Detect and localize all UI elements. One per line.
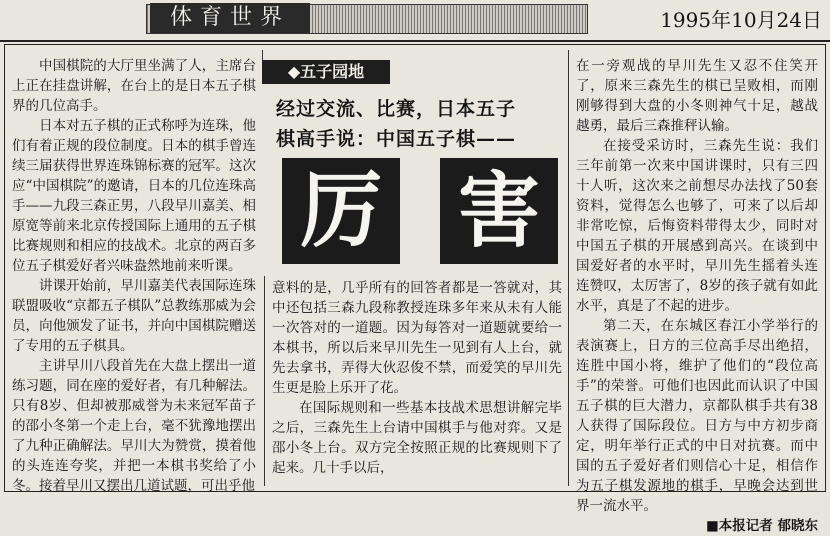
- byline: ■本报记者 郁晓东: [706, 518, 818, 534]
- article-column-1: [12, 56, 256, 494]
- paragraph: 日本对五子棋的正式称呼为连珠，他们有着正规的段位制度。日本的棋手曾连续三届获得世界连珠锦标赛的冠军。这次应“中国棋院”的邀请，日本的几位连珠高手——九段三森正男，八段早川嘉美、相原宽等前来北京传授国际上通用的五子棋比赛规则和相应的技战术。北京的两百多位五子棋爱好者兴味盎然地前来听课。: [12, 118, 256, 274]
- column-kicker: ◆五子园地: [262, 60, 390, 84]
- masthead: [0, 0, 830, 42]
- article-column-2: [272, 278, 562, 486]
- section-title: 体育世界: [150, 3, 310, 33]
- publication-date: 1995年10月24日: [660, 8, 822, 32]
- paragraph: 讲课开始前，早川嘉美代表国际连珠联盟吸收“京都五子棋队”总教练那威为会员，向他颁发了证书，并向中国棋院赠送了专用的五子棋具。: [12, 278, 256, 354]
- paragraph: 在国际规则和一些基本技战术思想讲解完毕之后，三森先生上台请中国棋手与他对弈。又是邵小冬上台。双方完全按照正规的比赛规则下了起来。几十手以后，: [272, 400, 562, 476]
- subhead-line: 经过交流、比赛，日本五子: [276, 98, 517, 120]
- paragraph: 中国棋院的大厅里坐满了人，主席台上正在挂盘讲解，在台上的是日本五子棋界的几位高手。: [12, 58, 256, 114]
- column-rule: [264, 276, 265, 486]
- headline-subhead: [276, 94, 576, 154]
- headline-char: 害: [440, 158, 558, 264]
- article-column-3: [576, 56, 818, 534]
- subhead-line: 棋高手说：中国五子棋——: [276, 128, 517, 150]
- paragraph: 在一旁观战的早川先生又忍不住笑开了，原来三森先生的棋已呈败相，而刚刚够得到大盘的小冬则神气十足，越战越勇，最后三森推秤认输。: [576, 58, 818, 134]
- paragraph: 意料的是，几乎所有的回答者都是一答就对，其中还包括三森九段称教授连珠多年来从未有人能一次答对的一道题。因为每答对一道题就要给一本棋书，所以后来早川先生一见到有人上台，就先去拿书，弄得大伙忍俊不禁，而爱笑的早川先生更是脸上乐开了花。: [272, 280, 562, 396]
- paragraph: 主讲早川八段首先在大盘上摆出一道练习题，同在座的爱好者，有几种解法。只有8岁、但却被那威誉为未来冠军苗子的邵小冬第一个走上台，毫不犹豫地摆出了九种正确解法。早川大为赞赏，摸着他的头连连夸奖，并把一本棋书奖给了小冬。接着早川又摆出几道试题，可出乎他: [12, 358, 256, 494]
- headline-char: 厉: [282, 158, 400, 264]
- paragraph: 在接受采访时，三森先生说：我们三年前第一次来中国讲课时，只有三四十人听，这次来之前想尽办法找了50套资料，觉得怎么也够了，可来了以后却非常吃惊，后悔资料带得太少，同时对中国五子棋的开展感到高兴。在谈到中国爱好者的水平时，早川先生摇着头连连赞叹，太厉害了，8岁的孩子就有如此水平，真是了不起的进步。: [576, 138, 818, 314]
- paragraph: 第二天，在东城区春江小学举行的表演赛上，日方的三位高手尽出绝招，连胜中国小将，维护了他们的“段位高手”的荣誉。可他们也因此而认识了中国五子棋的巨大潜力，京都队棋手共有38人获得了国际段位。日方与中方初步商定，明年举行正式的中日对抗赛。而中国的五子爱好者们则信心十足，相信作为五子棋发源地的棋手，早晚会达到世界一流水平。: [576, 318, 818, 514]
